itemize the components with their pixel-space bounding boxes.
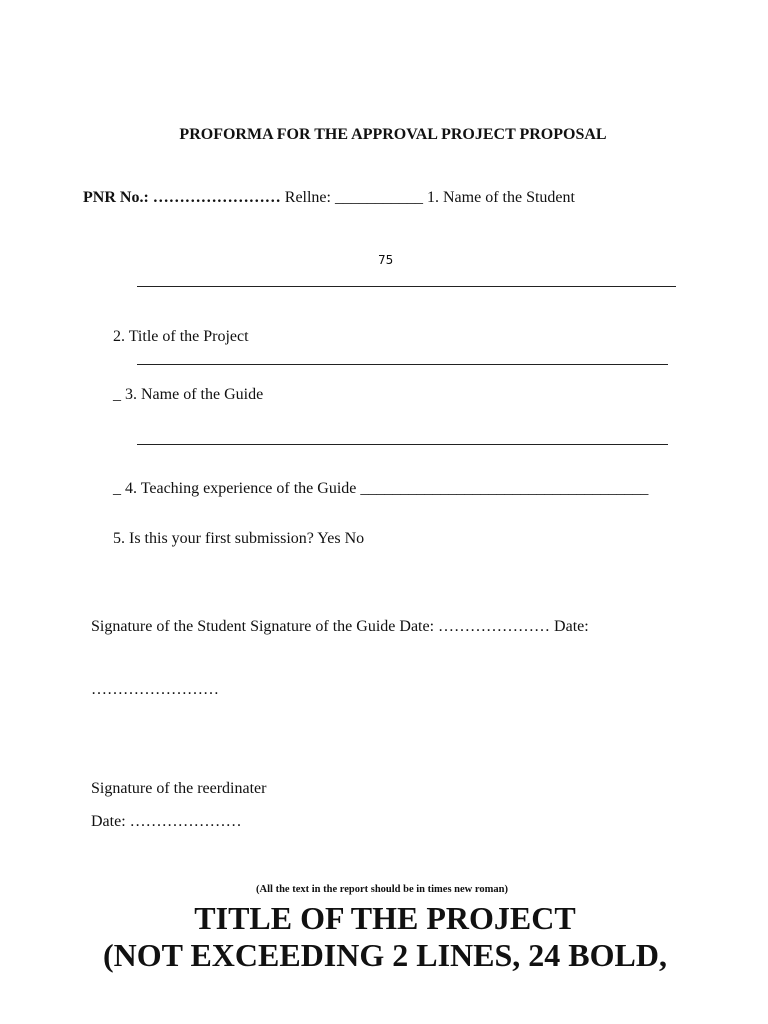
teaching-experience-label: _ 4. Teaching experience of the Guide [113,480,357,497]
item-student-name: 1. Name of the Student [426,189,575,206]
pnr-field: …………………… [152,189,281,206]
rellne-field: ___________ [334,189,423,206]
project-title-rule [137,364,668,365]
project-title-line-2: (NOT EXCEEDING 2 LINES, 24 BOLD, [103,937,667,973]
signature-line: Signature of the Student Signature of the Guide Date: ………………… Date: [91,618,589,635]
pnr-label: PNR No.: [83,189,149,206]
project-title-line-1: TITLE OF THE PROJECT [194,900,576,936]
coordinator-date: Date: ………………… [91,813,242,830]
item-guide-name: _ 3. Name of the Guide [113,386,264,403]
signature-dots: …………………… [91,681,219,698]
teaching-experience-field: ____________________________________ [360,480,649,497]
form-heading: PROFORMA FOR THE APPROVAL PROJECT PROPOSAL [179,126,607,143]
rellne-label: Rellne: [284,189,331,206]
page-number: 75 [378,253,394,267]
coordinator-signature: Signature of the reerdinater [91,780,267,797]
item-project-title: 2. Title of the Project [113,328,249,345]
item-teaching-experience [113,480,648,498]
font-note: (All the text in the report should be in times new roman) [256,884,508,895]
pnr-line [83,189,575,207]
student-name-rule [137,286,676,287]
guide-name-rule [137,444,668,445]
item-first-submission: 5. Is this your first submission? Yes No [113,530,365,547]
